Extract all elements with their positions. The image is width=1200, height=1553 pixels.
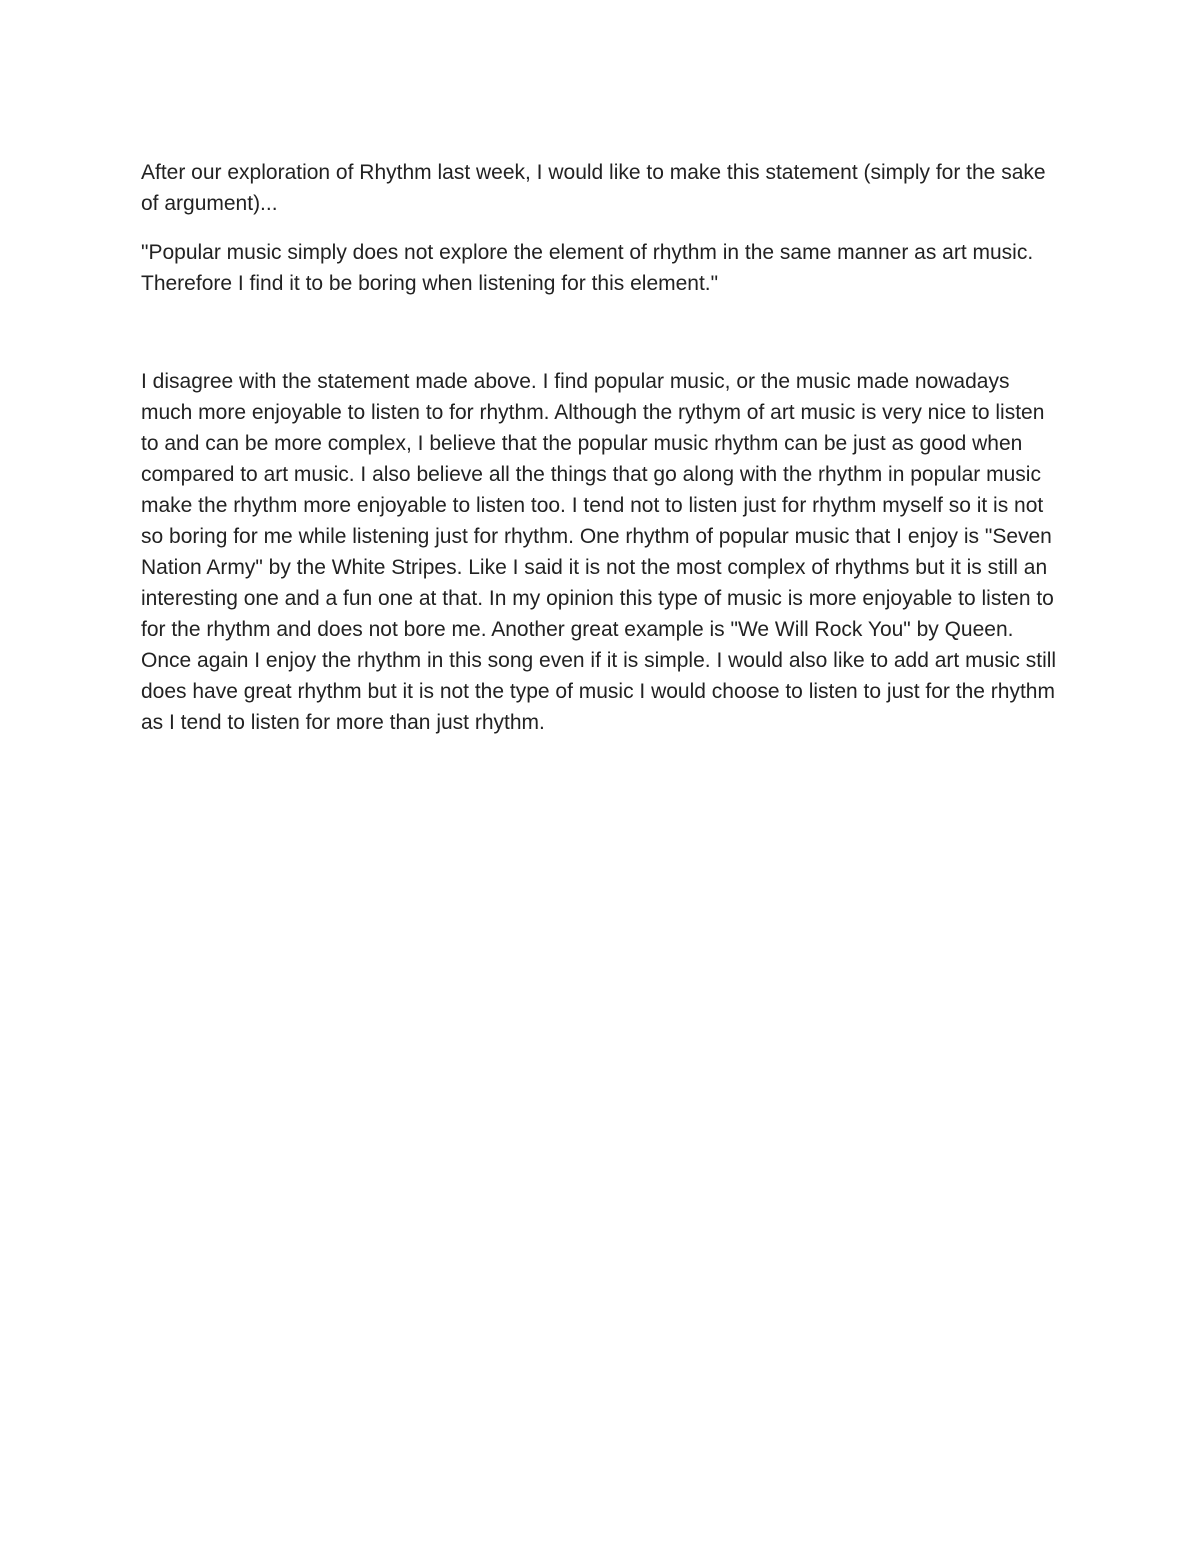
response-paragraph: I disagree with the statement made above. I find popular music, or the music made nowadays much more enjoyable to listen to for rhythm. Although the rythym of art music is very nice to listen to and can be more complex, I believe that the popular music rhythm can be just as good when compared to art music. I also believe all the things that go along with the rhythm in popular music make the rhythm more enjoyable to listen too. I tend not to listen just for rhythm myself so it is not so boring for me while listening just for rhythm. One rhythm of popular music that I enjoy is "Seven Nation Army" by the White Stripes. Like I said it is not the most complex of rhythms but it is still an interesting one and a fun one at that. In my opinion this type of music is more enjoyable to listen to for the rhythm and does not bore me. Another great example is "We Will Rock You" by Queen. Once again I enjoy the rhythm in this song even if it is simple. I would also like to add art music still does have great rhythm but it is not the type of music I would choose to listen to just for the rhythm as I tend to listen for more than just rhythm. <box>141 370 1057 734</box>
prompt-quote-paragraph: "Popular music simply does not explore the element of rhythm in the same manner as art music. Therefore I find it to be boring when listening for this element." <box>141 241 1034 295</box>
prompt-intro-paragraph: After our exploration of Rhythm last week, I would like to make this statement (simply for the sake of argument)... <box>141 161 1046 215</box>
